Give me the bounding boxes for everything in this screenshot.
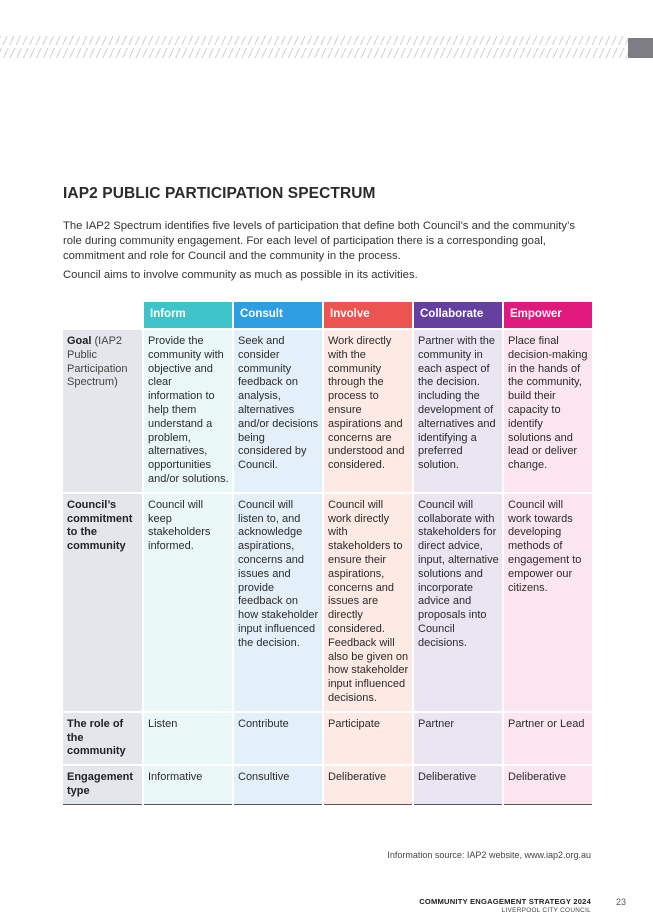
information-source: Information source: IAP2 website, www.iap2.org.au [387,850,591,860]
table-row-commitment [63,494,592,713]
column-header-involve: Involve [324,302,412,330]
footer-title: COMMUNITY ENGAGEMENT STRATEGY 2024 [419,897,591,906]
table-cell: Informative [144,766,232,805]
table-cell: Council will work directly with stakeholders to ensure their aspirations, concerns and issues are directly considered. Feedback will also be given on how stakeholder input influenced decisions. [324,494,412,713]
row-label-sub: (IAP2 Public Participation Spectrum) [67,335,128,389]
page-number: 23 [615,897,626,907]
table-cell: Partner or Lead [504,713,592,766]
row-header-role [63,713,142,766]
column-header-inform: Inform [144,302,232,330]
corner-tab-block [628,38,653,58]
intro-paragraph: The IAP2 Spectrum identifies five levels of participation that define both Council’s and the community’s role during community engagement. For each level of participation there is a corresponding goal, commitment and role for Council and the community in the process. [63,220,575,262]
table-header-row [63,302,592,330]
decorative-hatch-band [0,36,628,58]
table-cell: Partner [414,713,502,766]
table-cell: Place final decision-making in the hands of the community, build their capacity to identify solutions and lead or deliver change. [504,330,592,494]
column-header-empower: Empower [504,302,592,330]
intro-paragraph-2: Council aims to involve community as much as possible in its activities. [63,269,418,281]
table-cell: Council will work towards developing methods of engagement to empower our citizens. [504,494,592,713]
iap2-spectrum-table [61,302,594,805]
row-label: Engagement type [67,771,134,797]
table-cell: Work directly with the community through the process to ensure aspirations and concerns are understood and considered. [324,330,412,494]
table-row-goal [63,330,592,494]
row-label: Council’s commitment to the community [67,498,133,553]
row-header-engagement-type [63,766,142,805]
row-label: The role of the community [67,717,126,758]
table-cell: Council will collaborate with stakeholders for direct advice, input, alternative solutions and incorporate advice and proposals into Council decisions. [414,494,502,713]
row-label: Goal [67,335,92,347]
table-row-role [63,713,592,766]
table-cell: Contribute [234,713,322,766]
row-header-commitment [63,494,142,713]
row-header-goal [63,330,142,494]
table-cell: Council will listen to, and acknowledge aspirations, concerns and issues and provide feedback on how stakeholder input influenced the decision. [234,494,322,713]
table-cell: Seek and consider community feedback on analysis, alternatives and/or decisions being considered by Council. [234,330,322,494]
table-cell: Deliberative [324,766,412,805]
page-title: IAP2 PUBLIC PARTICIPATION SPECTRUM [63,185,376,202]
table-cell: Participate [324,713,412,766]
header-blank-cell [63,302,142,330]
table-cell: Deliberative [414,766,502,805]
table-cell: Consultive [234,766,322,805]
table-cell: Council will keep stakeholders informed. [144,494,232,713]
table-row-engagement-type [63,766,592,805]
footer-subtitle: LIVERPOOL CITY COUNCIL [501,907,591,914]
table-cell: Deliberative [504,766,592,805]
table-cell: Provide the community with objective and clear information to help them understand a problem, alternatives, opportunities and/or solutions. [144,330,232,494]
table-cell: Listen [144,713,232,766]
column-header-consult: Consult [234,302,322,330]
column-header-collaborate: Collaborate [414,302,502,330]
table-cell: Partner with the community in each aspect of the decision. including the development of alternatives and identifying a preferred solution. [414,330,502,494]
